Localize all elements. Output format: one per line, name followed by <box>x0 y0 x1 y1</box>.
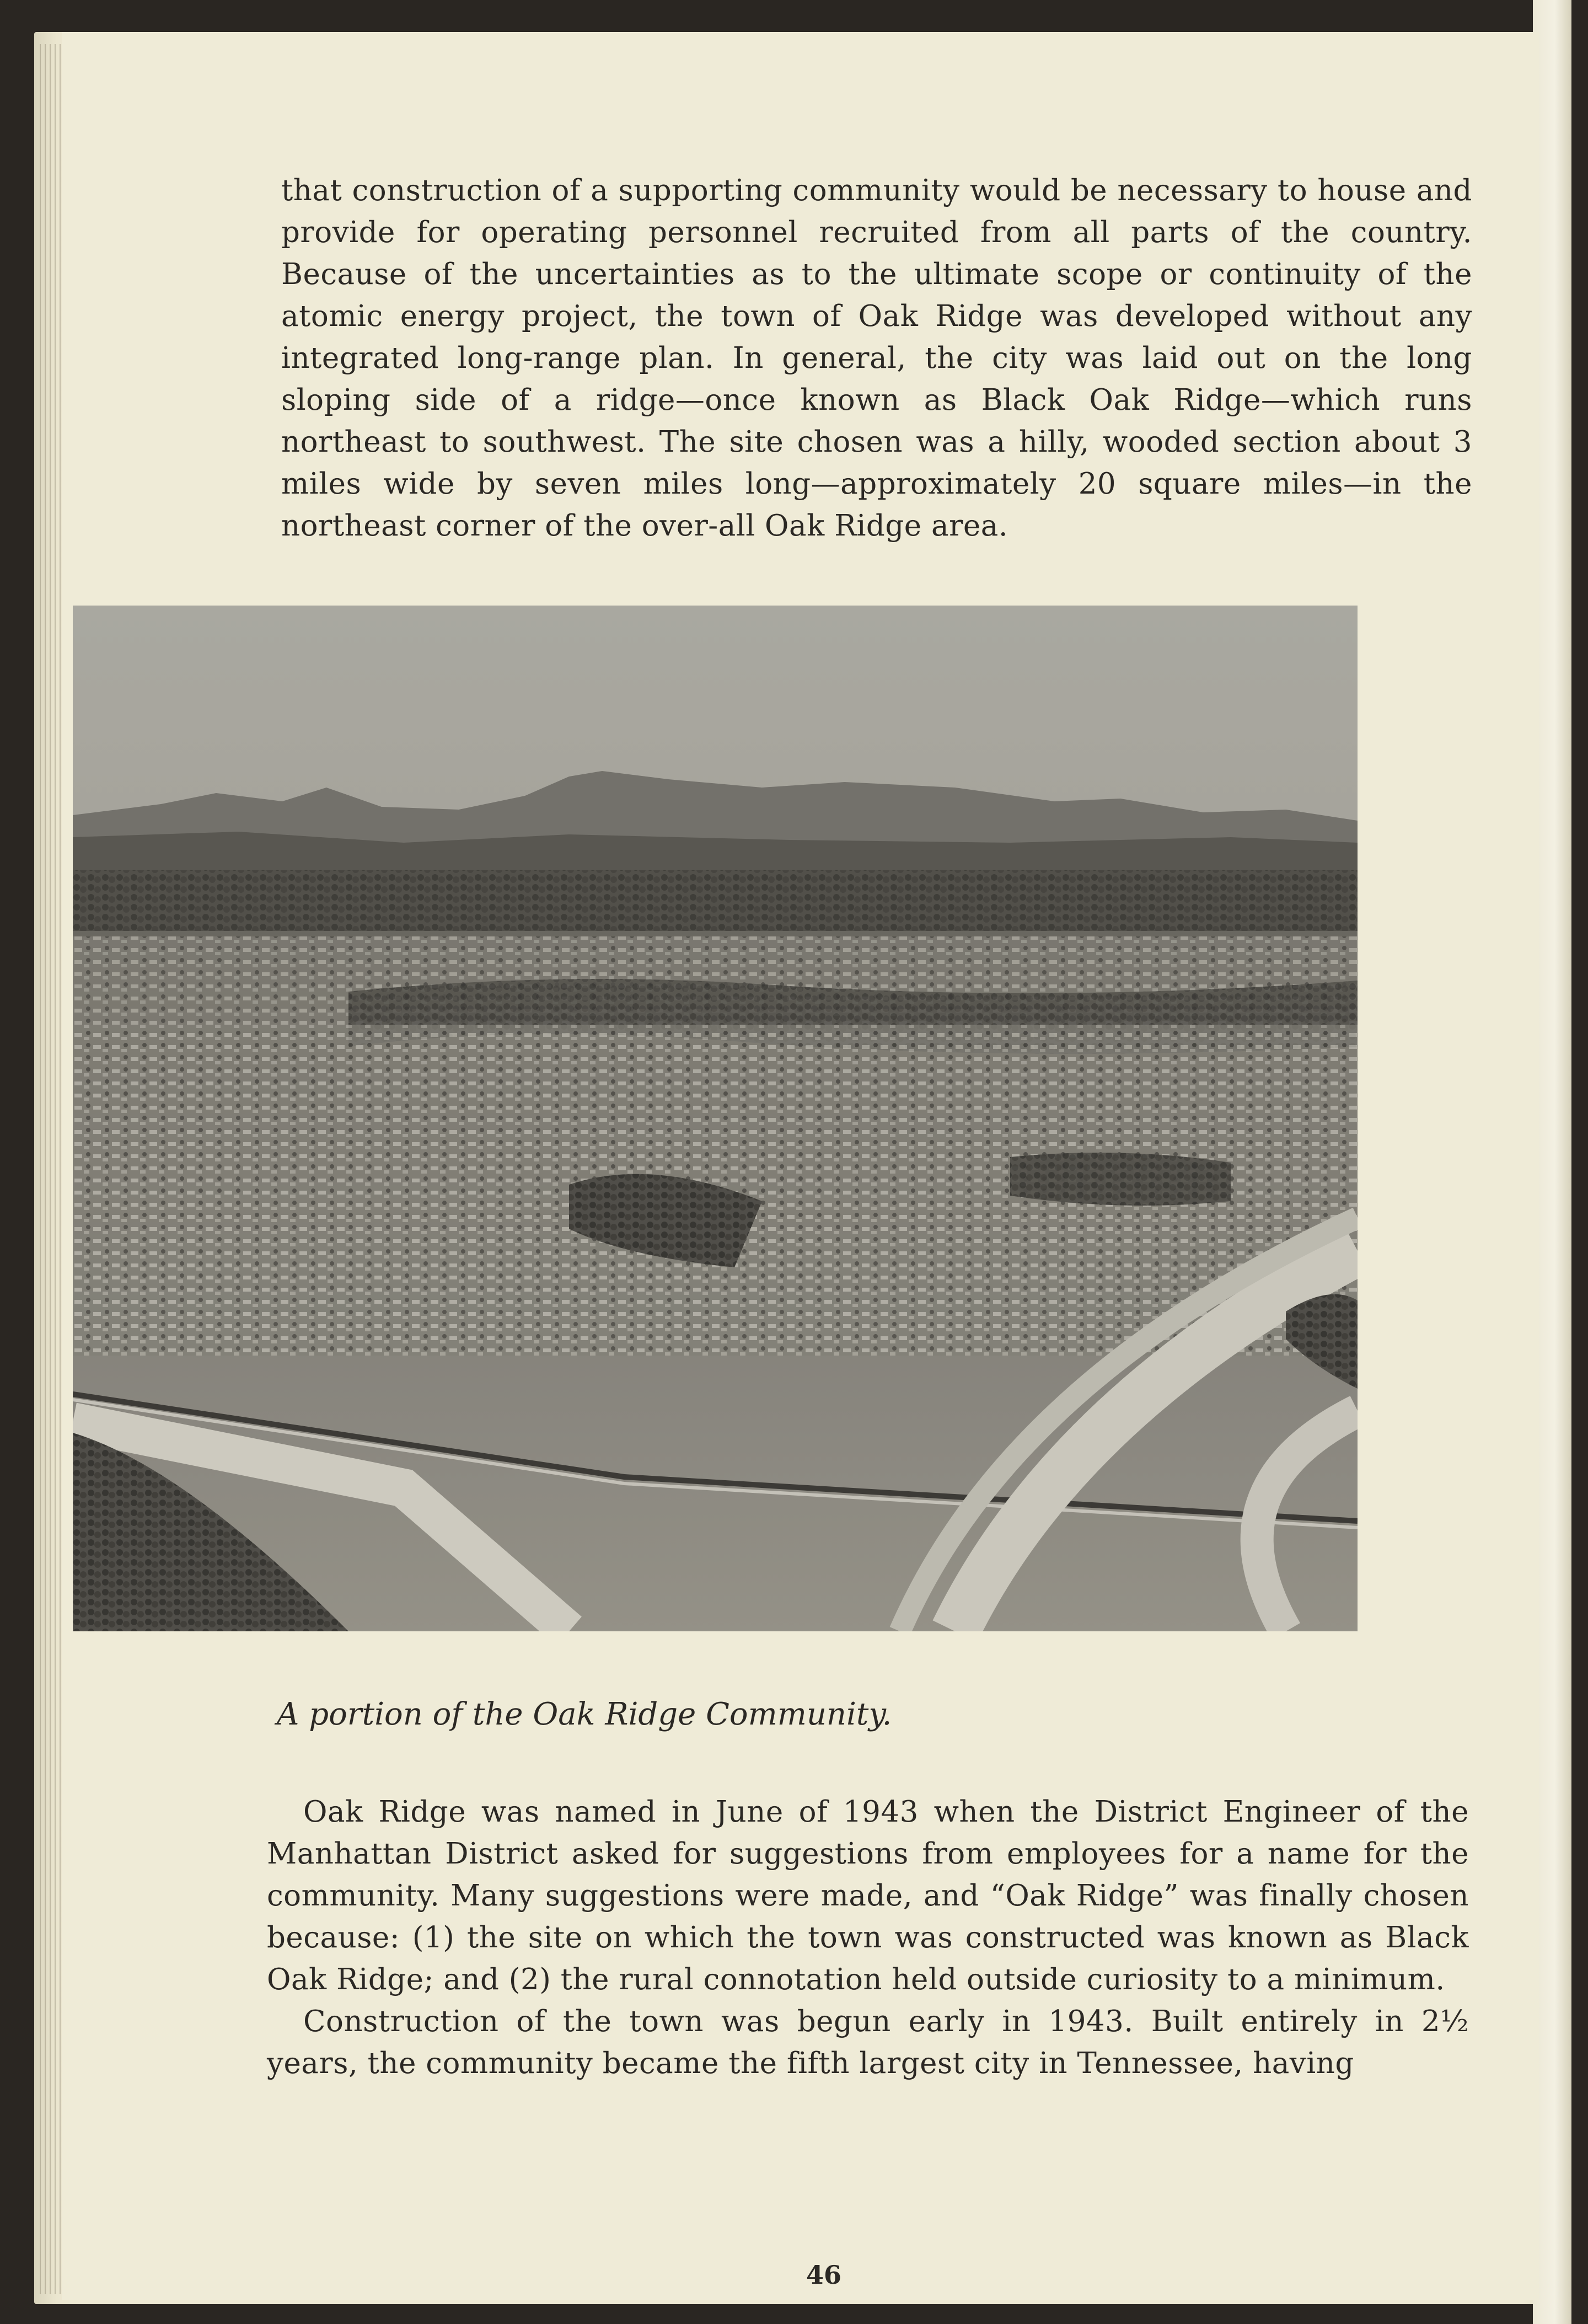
aerial-photo-illustration <box>73 606 1358 1631</box>
book-page <box>62 32 1539 2300</box>
photo-caption: A portion of the Oak Ridge Community. <box>277 1696 892 1732</box>
paragraph: Oak Ridge was named in June of 1943 when the District Engineer of the Manhattan District asked for suggestions from employees for a name for the community. Many suggestions were made, and “Oak Ridge” was finally chosen because: (1) the site on which the town was constructed was known as Black Oak Ridge; and (2) the rural connotation held outside curiosity to a minimum. <box>267 1795 1469 1996</box>
top-text-block <box>281 170 1472 547</box>
paragraph: Construction of the town was begun early in 1943. Built entirely in 2½ years, the community became the fifth largest city in Tennessee, having <box>267 2005 1469 2080</box>
bottom-text-block <box>267 1791 1469 2085</box>
aerial-photo-oak-ridge <box>73 606 1358 1631</box>
paragraph: that construction of a supporting community would be necessary to house and provide for operating personnel recruited from all parts of the country. Because of the uncertainties as to the ultimate scope or continuity of the atomic energy project, the town of Oak Ridge was developed without any integrated long-range plan. In general, the city was laid out on the long sloping side of a ridge—once known as Black Oak Ridge—which runs northeast to southwest. The site chosen was a hilly, wooded section about 3 miles wide by seven miles long—approximately 20 square miles—in the northeast corner of the over-all Oak Ridge area. <box>281 174 1472 543</box>
page-number: 46 <box>806 2260 842 2290</box>
